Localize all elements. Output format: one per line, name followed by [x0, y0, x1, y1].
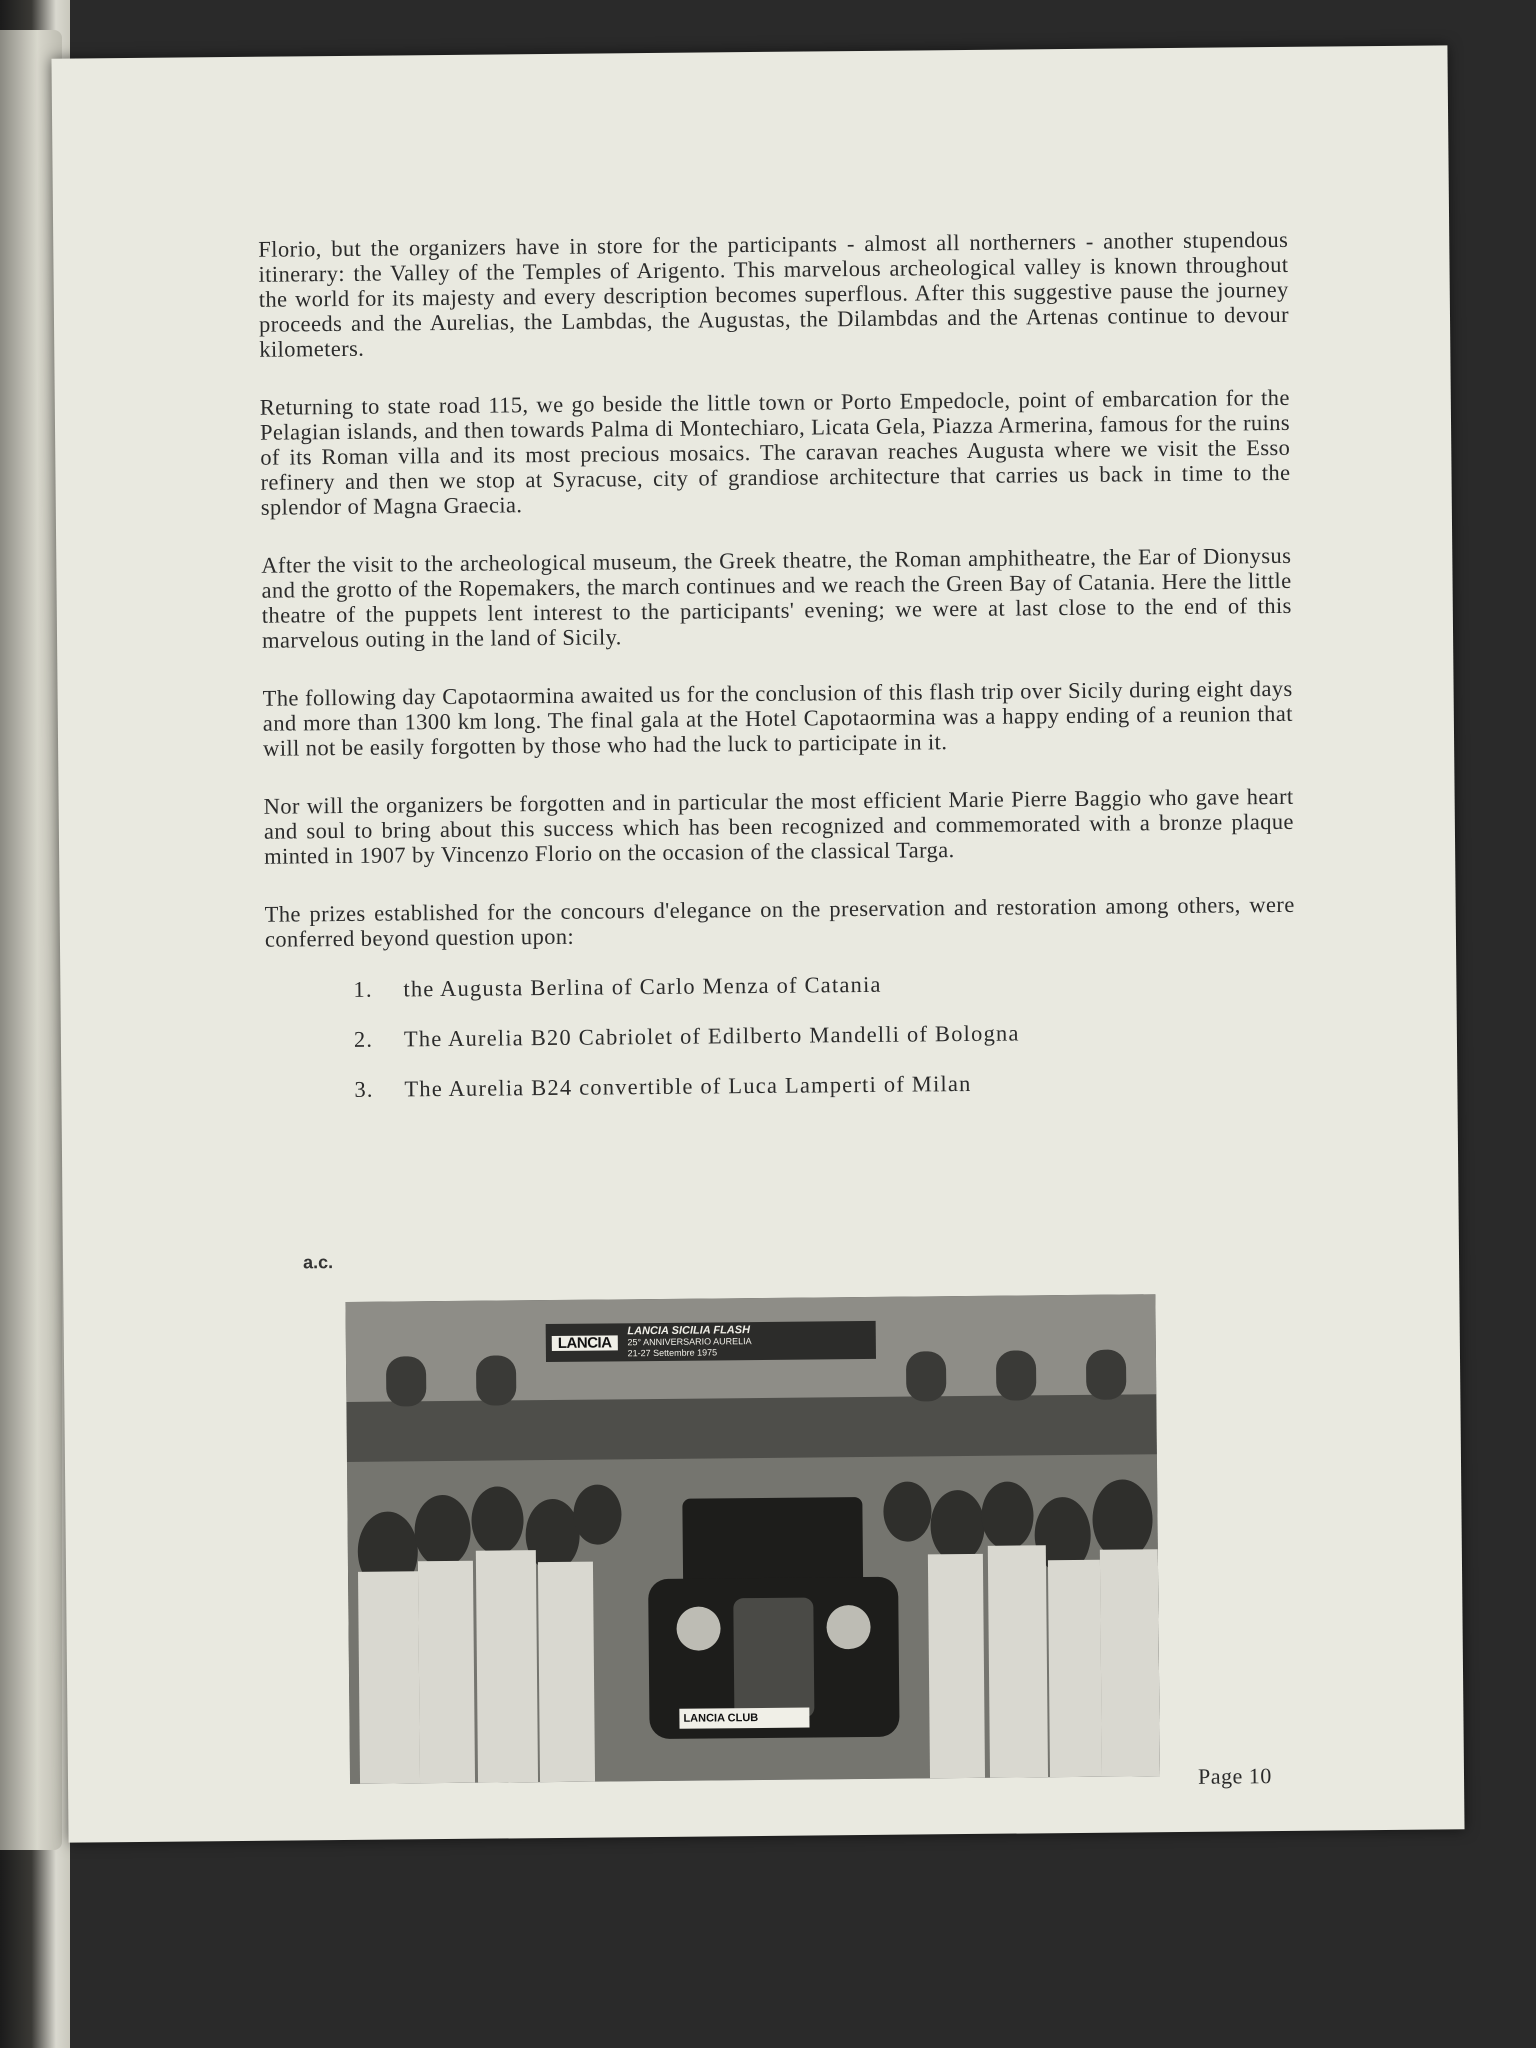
paragraph-2: Returning to state road 115, we go beside the little town or Porto Empedocle, point of embarcation for the Pelagian islands, and then towards Palma di Montechiaro, Licata Gela, Piazza Armerina, famous for the ruins of its Roman villa and its most precious mosaics. The caravan reaches Augusta where we visit the Esso refinery and then we stop at Syracuse, city of grandiose architecture that carries us back in time to the splendor of Magna Graecia.	[259, 384, 1291, 520]
document-page	[51, 45, 1464, 1842]
lancia-logo: LANCIA	[552, 1335, 618, 1351]
author-signature: a.c.	[302, 1252, 334, 1273]
prize-item	[354, 1018, 1296, 1052]
prize-list	[265, 968, 1296, 1103]
prize-text: The Aurelia B24 convertible of Luca Lamperti of Milan	[404, 1070, 972, 1102]
article-body	[258, 227, 1297, 1128]
banner-text	[627, 1325, 751, 1359]
paragraph-6: The prizes established for the concours d'elegance on the preservation and restoration among others, were conferred beyond question upon:	[264, 891, 1295, 952]
prize-item	[353, 968, 1295, 1002]
banner-line-1: LANCIA SICILIA FLASH	[627, 1323, 751, 1337]
banner-line-2: 25° ANNIVERSARIO AURELIA	[627, 1335, 752, 1347]
left-page-edge	[0, 30, 62, 1850]
prize-text: the Augusta Berlina of Carlo Menza of Catania	[403, 971, 882, 1002]
prize-number: 2.	[353, 1026, 374, 1052]
paragraph-1: Florio, but the organizers have in store for the participants - almost all northerners - another stupendous itinerary: the Valley of the Temples of Arigento. This marvelous archeological valley is known throughout the world for its majesty and every description becomes superflous. After this suggestive pause the journey proceeds and the Aurelias, the Lambdas, the Augustas, the Dilambdas and the Artenas continue to devour kilometers.	[258, 226, 1290, 362]
paragraph-4: The following day Capotaormina awaited us for the conclusion of this flash trip over Sicily during eight days and more than 1300 km long. The final gala at the Hotel Capotaormina was a happy ending of a reunion that will not be easily forgotten by those who had the luck to participate in it.	[262, 675, 1293, 761]
banner-line-3: 21-27 Settembre 1975	[627, 1346, 718, 1358]
paragraph-5: Nor will the organizers be forgotten and in particular the most efficient Marie Pierre Baggio who gave heart and soul to bring about this success which has been recognized and commemorated with a bronze plaque minted in 1907 by Vincenzo Florio on the occasion of the classical Targa.	[263, 783, 1294, 869]
prize-item	[354, 1068, 1296, 1102]
page-number: Page 10	[1197, 1763, 1272, 1789]
event-banner	[546, 1321, 876, 1362]
prize-number: 3.	[354, 1076, 374, 1102]
paragraph-3: After the visit to the archeological museum, the Greek theatre, the Roman amphitheatre, the Ear of Dionysus and the grotto of the Ropemakers, the march continues and we reach the Green Bay of Catania. Here the little theatre of the puppets lent interest to the participants' evening; we were at last close to the end of this marvelous outing in the land of Sicily.	[261, 542, 1292, 653]
club-plate: LANCIA CLUB	[679, 1708, 809, 1729]
prize-number: 1.	[353, 976, 373, 1002]
event-photo	[345, 1294, 1160, 1784]
prize-text: The Aurelia B20 Cabriolet of Edilberto Mandelli of Bologna	[403, 1020, 1020, 1052]
